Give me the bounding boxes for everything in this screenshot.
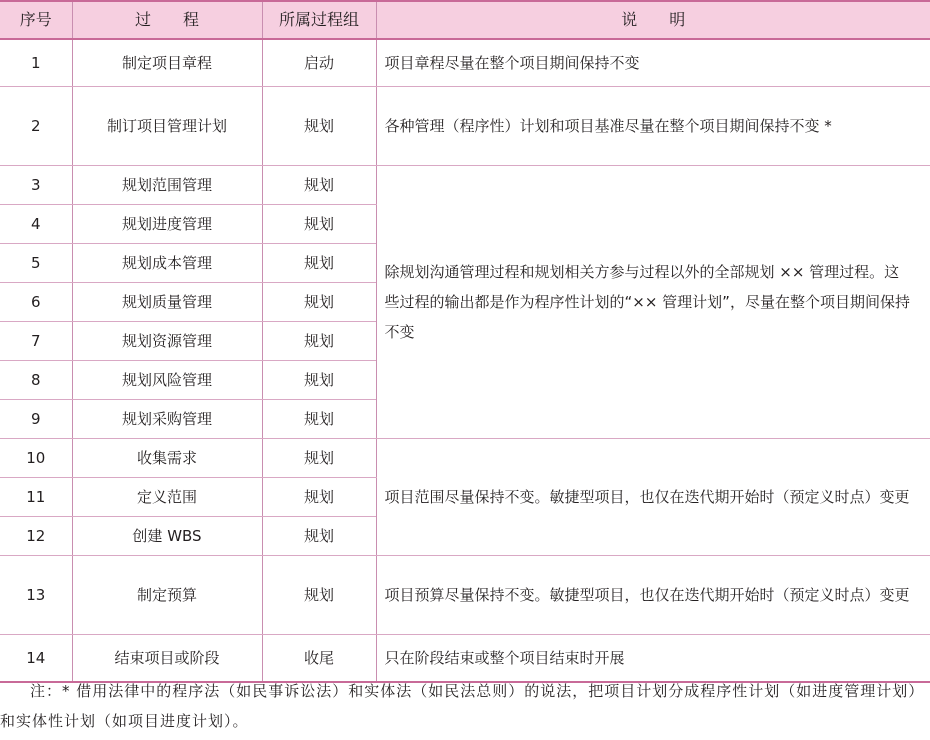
table-row: [0, 166, 930, 205]
header-process: 过 程: [72, 1, 262, 39]
table-row: [0, 87, 930, 166]
cell-process: 制定预算: [72, 556, 262, 635]
cell-group: 收尾: [262, 635, 376, 683]
cell-no: 1: [0, 39, 72, 87]
table-row: [0, 39, 930, 87]
cell-no: 4: [0, 205, 72, 244]
cell-process: 规划资源管理: [72, 322, 262, 361]
cell-process: 定义范围: [72, 478, 262, 517]
cell-group: 规划: [262, 400, 376, 439]
cell-process: 制定项目章程: [72, 39, 262, 87]
cell-process: 结束项目或阶段: [72, 635, 262, 683]
cell-process: 规划采购管理: [72, 400, 262, 439]
cell-no: 7: [0, 322, 72, 361]
table-row: [0, 556, 930, 635]
header-group: 所属过程组: [262, 1, 376, 39]
cell-no: 13: [0, 556, 72, 635]
cell-no: 2: [0, 87, 72, 166]
cell-desc: 各种管理（程序性）计划和项目基准尽量在整个项目期间保持不变 *: [376, 87, 930, 166]
footnote: 注：* 借用法律中的程序法（如民事诉讼法）和实体法（如民法总则）的说法，把项目计划分成程序性计划（如进度管理计划）和实体性计划（如项目进度计划）。: [0, 682, 925, 730]
cell-no: 8: [0, 361, 72, 400]
cell-desc-planning: 除规划沟通管理过程和规划相关方参与过程以外的全部规划 ×× 管理过程。这些过程的输出都是作为程序性计划的“×× 管理计划”，尽量在整个项目期间保持不变: [376, 166, 930, 439]
cell-group: 规划: [262, 87, 376, 166]
cell-desc-closing: 只在阶段结束或整个项目结束时开展: [376, 635, 930, 683]
cell-process: 创建 WBS: [72, 517, 262, 556]
table-row: [0, 635, 930, 683]
cell-process: 规划质量管理: [72, 283, 262, 322]
cell-group: 规划: [262, 517, 376, 556]
cell-no: 9: [0, 400, 72, 439]
table-row: [0, 439, 930, 478]
cell-process: 规划范围管理: [72, 166, 262, 205]
cell-desc: 项目章程尽量在整个项目期间保持不变: [376, 39, 930, 87]
header-no: 序号: [0, 1, 72, 39]
cell-process: 规划进度管理: [72, 205, 262, 244]
cell-group: 规划: [262, 361, 376, 400]
cell-no: 6: [0, 283, 72, 322]
cell-no: 10: [0, 439, 72, 478]
cell-group: 规划: [262, 322, 376, 361]
cell-group: 规划: [262, 166, 376, 205]
cell-process: 规划风险管理: [72, 361, 262, 400]
cell-no: 11: [0, 478, 72, 517]
cell-process: 制订项目管理计划: [72, 87, 262, 166]
cell-group: 规划: [262, 205, 376, 244]
cell-group: 规划: [262, 556, 376, 635]
cell-no: 14: [0, 635, 72, 683]
header-desc: 说 明: [376, 1, 930, 39]
cell-group: 规划: [262, 244, 376, 283]
cell-desc-budget: 项目预算尽量保持不变。敏捷型项目，也仅在迭代期开始时（预定义时点）变更: [376, 556, 930, 635]
cell-group: 规划: [262, 283, 376, 322]
cell-desc-scope: 项目范围尽量保持不变。敏捷型项目，也仅在迭代期开始时（预定义时点）变更: [376, 439, 930, 556]
cell-group: 规划: [262, 478, 376, 517]
table-header-row: [0, 1, 930, 39]
cell-no: 3: [0, 166, 72, 205]
cell-no: 5: [0, 244, 72, 283]
cell-no: 12: [0, 517, 72, 556]
cell-group: 启动: [262, 39, 376, 87]
cell-process: 收集需求: [72, 439, 262, 478]
cell-group: 规划: [262, 439, 376, 478]
cell-process: 规划成本管理: [72, 244, 262, 283]
